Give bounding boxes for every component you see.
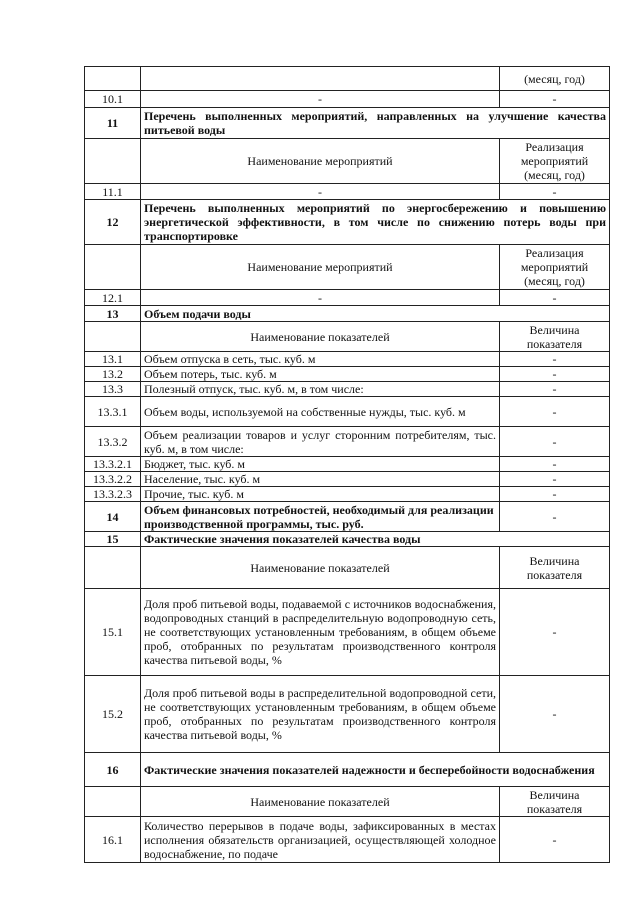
table-row [85,352,610,367]
row-value: - [500,457,610,472]
section-title: Перечень выполненных мероприятий, направленных на улучшение качества питьевой воды [141,108,610,139]
row-value: - [500,184,610,200]
section-number: 13 [85,306,141,322]
section-row [85,532,610,547]
section-number: 12 [85,200,141,245]
section-title: Фактические значения показателей качества воды [141,532,610,547]
section-row [85,200,610,245]
header-name: Наименование показателей [141,787,500,817]
row-number: 13.3.2.2 [85,472,141,487]
table-row [85,457,610,472]
row-name: Объем отпуска в сеть, тыс. куб. м [141,352,500,367]
header-name: Наименование мероприятий [141,139,500,184]
header-value: Реализация мероприятий (месяц, год) [500,245,610,290]
row-number: 13.1 [85,352,141,367]
table-row [85,427,610,457]
row-value: - [500,427,610,457]
row-name: Доля проб питьевой воды, подаваемой с источников водоснабжения, водопроводных станций в распределительную водопроводную сеть, не соответствующих установленным требованиям, в общем объеме проб, отобранных по результатам производственного контроля качества питьевой воды, % [141,589,500,676]
table-row [85,487,610,502]
section-title: Объем подачи воды [141,306,610,322]
row-number: 15.1 [85,589,141,676]
row-number: 13.2 [85,367,141,382]
row-value: - [500,589,610,676]
row-name: Объем потерь, тыс. куб. м [141,367,500,382]
table-row [85,290,610,306]
section-number: 15 [85,532,141,547]
row-value: - [500,397,610,427]
row-value: - [500,367,610,382]
table-row [85,184,610,200]
indicators-table [84,66,610,863]
row-name: Объем финансовых потребностей, необходимый для реализации производственной программы, тыс. руб. [141,502,500,532]
header-value: Величина показателя [500,322,610,352]
row-name: Объем реализации товаров и услуг сторонним потребителям, тыс. куб. м, в том числе: [141,427,500,457]
row-name: Доля проб питьевой воды в распределительной водопроводной сети, не соответствующих установленным требованиям, в общем объеме проб, отобранных по результатам производственного контроля качества питьевой воды, % [141,676,500,753]
header-name: Наименование показателей [141,322,500,352]
row-number: 16.1 [85,817,141,863]
row-value: - [500,91,610,108]
table-row [85,502,610,532]
row-value: - [500,472,610,487]
row-number: 13.3.2.1 [85,457,141,472]
row-number: 13.3.2.3 [85,487,141,502]
table-row [85,676,610,753]
row-name: Бюджет, тыс. куб. м [141,457,500,472]
row-number [85,67,141,91]
table-row [85,91,610,108]
row-value: - [500,676,610,753]
row-number: 11.1 [85,184,141,200]
row-name [141,67,500,91]
row-name: Полезный отпуск, тыс. куб. м, в том числе: [141,382,500,397]
row-name: - [141,91,500,108]
section-number: 16 [85,753,141,787]
row-number: 10.1 [85,91,141,108]
header-value: Величина показателя [500,787,610,817]
row-name: Объем воды, используемой на собственные нужды, тыс. куб. м [141,397,500,427]
section-row [85,753,610,787]
row-number: 14 [85,502,141,532]
row-value: (месяц, год) [500,67,610,91]
header-row [85,547,610,589]
table-row [85,397,610,427]
section-title: Фактические значения показателей надежности и бесперебойности водоснабжения [141,753,610,787]
table-row [85,589,610,676]
row-name: - [141,290,500,306]
header-row [85,139,610,184]
row-number: 13.3.1 [85,397,141,427]
table-row [85,67,610,91]
header-value: Реализация мероприятий (месяц, год) [500,139,610,184]
row-value: - [500,502,610,532]
table-row [85,382,610,397]
row-name: Количество перерывов в подаче воды, зафиксированных в местах исполнения обязательств организацией, осуществляющей холодное водоснабжение, по подаче [141,817,500,863]
row-value: - [500,487,610,502]
row-number: 12.1 [85,290,141,306]
table-row [85,367,610,382]
section-title: Перечень выполненных мероприятий по энергосбережению и повышению энергетической эффективности, в том числе по снижению потерь воды при транспортировке [141,200,610,245]
table-row [85,817,610,863]
table-row [85,472,610,487]
row-number: 13.3.2 [85,427,141,457]
section-row [85,306,610,322]
row-name: Прочие, тыс. куб. м [141,487,500,502]
header-row [85,245,610,290]
row-name: Население, тыс. куб. м [141,472,500,487]
row-value: - [500,817,610,863]
row-number: 15.2 [85,676,141,753]
section-row [85,108,610,139]
section-number: 11 [85,108,141,139]
row-value: - [500,352,610,367]
header-value: Величина показателя [500,547,610,589]
row-value: - [500,382,610,397]
row-number: 13.3 [85,382,141,397]
row-value: - [500,290,610,306]
header-row [85,322,610,352]
header-row [85,787,610,817]
row-name: - [141,184,500,200]
header-name: Наименование показателей [141,547,500,589]
header-name: Наименование мероприятий [141,245,500,290]
